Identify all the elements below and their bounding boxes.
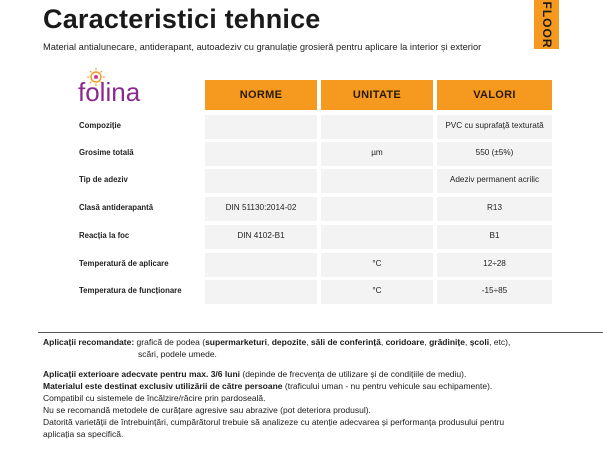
separator: , (380, 337, 386, 347)
duty-note-1: Datorită varietății de întrebuințări, cumpărătorul trebuie să analizeze cu atenție adecvarea și performanța produsului pentru (43, 417, 505, 427)
row-label: Clasă antiderapantă (79, 203, 154, 212)
app-kindergartens: grădinițe (429, 337, 465, 347)
compat-note: Compatibil cu sistemele de încălzire/răcire prin pardoseală. (43, 393, 266, 403)
applications-label: Aplicații recomandate: (43, 337, 135, 347)
applications-line-2: scări, podele umede. (138, 349, 217, 359)
value-valori: -15÷85 (481, 286, 508, 295)
destined-note-rest: (traficului uman - nu pentru vehicule sau echipamente). (282, 381, 493, 391)
separator: , (424, 337, 430, 347)
value-unitate: µm (371, 148, 383, 157)
column-header-norme: NORME (205, 80, 317, 110)
value-valori: 12÷28 (483, 259, 506, 268)
app-supermarkets: supermarketuri (205, 337, 267, 347)
row-label: Tip de adeziv (79, 175, 128, 184)
floor-tab-label: FLOOR (539, 1, 554, 48)
applications-tail: , etc), (489, 337, 511, 347)
cell-norme (205, 142, 317, 166)
destined-note-bold: Materialul este destinat exclusiv utilizării de către persoane (43, 381, 283, 391)
cell-norme (205, 280, 317, 304)
cell-unitate (321, 169, 433, 193)
row-label: Temperatura de funcționare (79, 286, 182, 295)
page-title: Caracteristici tehnice (43, 4, 321, 34)
value-valori: PVC cu suprafață texturată (445, 121, 544, 130)
separator: , (464, 337, 470, 347)
cell-unitate (321, 115, 433, 139)
row-label: Grosime totală (79, 148, 134, 157)
cell-norme (205, 253, 317, 277)
applications-line-1 (43, 337, 510, 347)
value-valori: R13 (486, 203, 503, 212)
exterior-note-bold: Aplicații exterioare adecvate pentru max. 3/6 luni (43, 369, 240, 379)
row-label: Temperatură de aplicare (79, 259, 169, 268)
row-label: Reacția la foc (79, 231, 130, 240)
column-header-valori: VALORI (437, 80, 552, 110)
value-norme: DIN 51130:2014-02 (225, 203, 297, 212)
app-schools: școli (469, 337, 490, 347)
cleaning-note: Nu se recomandă metodele de curățare agresive sau abrazive (pot deteriora produsul). (43, 405, 371, 415)
app-depots: depozite (271, 337, 307, 347)
column-header-unitate: UNITATE (321, 80, 433, 110)
row-label: Compoziție (79, 121, 122, 130)
value-unitate: °C (372, 286, 382, 295)
folina-logo (76, 64, 176, 110)
value-valori: B1 (489, 231, 500, 240)
app-corridors: coridoare (385, 337, 425, 347)
value-unitate: °C (372, 259, 382, 268)
cell-unitate (321, 197, 433, 221)
separator: , (266, 337, 272, 347)
exterior-note-rest: (depinde de frecvența de utilizare și de condițiile de mediu). (240, 369, 467, 379)
cell-norme (205, 115, 317, 139)
destined-note (43, 381, 492, 391)
divider (38, 332, 603, 333)
floor-tab (534, 0, 559, 49)
page-subtitle: Material antialunecare, antiderapant, autoadeziv cu granulație grosieră pentru aplicare la interior și exterior (43, 42, 482, 52)
value-valori: Adeziv permanent acrilic (449, 175, 540, 184)
value-norme: DIN 4102-B1 (237, 231, 285, 240)
logo-wordmark: folina (78, 77, 141, 107)
cell-norme (205, 169, 317, 193)
duty-note-2: aplicația sa specifică. (43, 429, 124, 439)
applications-text: grafică de podea ( (136, 337, 206, 347)
exterior-note (43, 369, 466, 379)
cell-unitate (321, 225, 433, 249)
app-conference-rooms: săli de conferință (310, 337, 381, 347)
separator: , (306, 337, 311, 347)
value-valori: 550 (±5%) (475, 148, 514, 157)
